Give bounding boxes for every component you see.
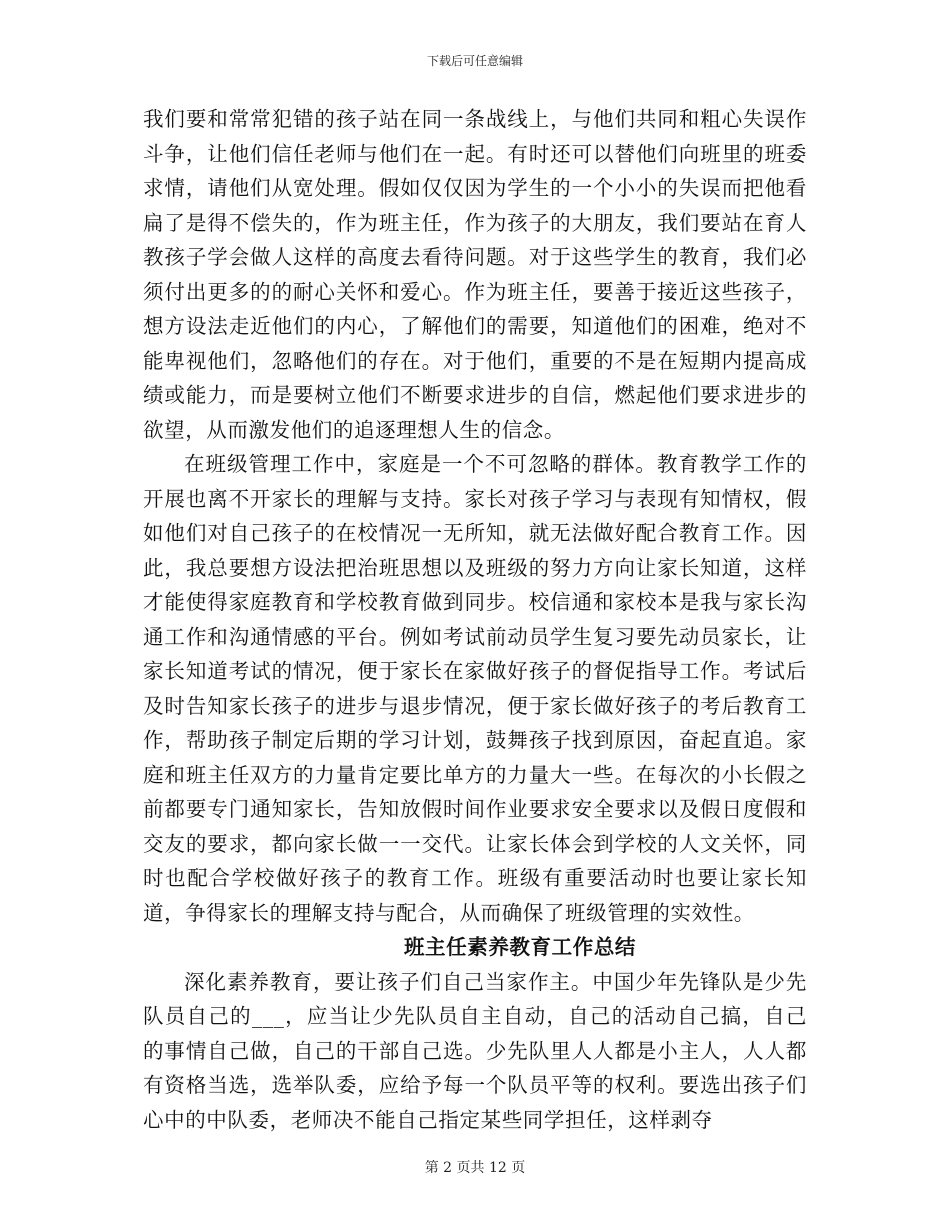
page-number: 第 2 页共 12 页: [424, 1160, 526, 1176]
paragraph-continuation: 我们要和常常犯错的孩子站在同一条战线上，与他们共同和粗心失误作斗争，让他们信任老师与他们在一起。有时还可以替他们向班里的班委求情，请他们从宽处理。假如仅仅因为学生的一个小小的失误而把他看扁了是得不偿失的，作为班主任，作为孩子的大朋友，我们要站在育人教孩子学会做人这样的高度去看待问题。对于这些学生的教育，我们必须付出更多的的耐心关怀和爱心。作为班主任，要善于接近这些孩子，想方设法走近他们的内心，了解他们的需要，知道他们的困难，绝对不能卑视他们，忽略他们的存在。对于他们，重要的不是在短期内提高成绩或能力，而是要树立他们不断要求进步的自信，燃起他们要求进步的欲望，从而激发他们的追逐理想人生的信念。: [143, 107, 807, 442]
paragraph-quality-education: 深化素养教育，要让孩子们自己当家作主。中国少年先锋队是少先队员自己的___，应当让少先队员自主自动，自己的活动自己搞，自己的事情自己做，自己的干部自己选。少先队里人人都是小主人，人人都有资格当选，选举队委，应给予每一个队员平等的权利。要选出孩子们心中的中队委，老师决不能自己指定某些同学担任，这样剥夺: [143, 969, 807, 1132]
document-body: [143, 102, 807, 1137]
page-header: 下载后可任意编辑: [426, 54, 523, 68]
paragraph-family-cooperation: 在班级管理工作中，家庭是一个不可忽略的群体。教育教学工作的开展也离不开家长的理解与支持。家长对孩子学习与表现有知情权，假如他们对自己孩子的在校情况一无所知，就无法做好配合教育工作。因此，我总要想方设法把治班思想以及班级的努力方向让家长知道，这样才能使得家庭教育和学校教育做到同步。校信通和家校本是我与家长沟通工作和沟通情感的平台。例如考试前动员学生复习要先动员家长，让家长知道考试的情况，便于家长在家做好孩子的督促指导工作。考试后及时告知家长孩子的进步与退步情况，便于家长做好孩子的考后教育工作，帮助孩子制定后期的学习计划，鼓舞孩子找到原因，奋起直追。家庭和班主任双方的力量肯定要比单方的力量大一些。在每次的小长假之前都要专门通知家长，告知放假时间作业要求安全要求以及假日度假和交友的要求，都向家长做一一交代。让家长体会到学校的人文关怀，同时也配合学校做好孩子的教育工作。班级有重要活动时也要让家长知道，争得家长的理解支持与配合，从而确保了班级管理的实效性。: [143, 452, 807, 925]
section-title: 班主任素养教育工作总结: [403, 935, 637, 959]
